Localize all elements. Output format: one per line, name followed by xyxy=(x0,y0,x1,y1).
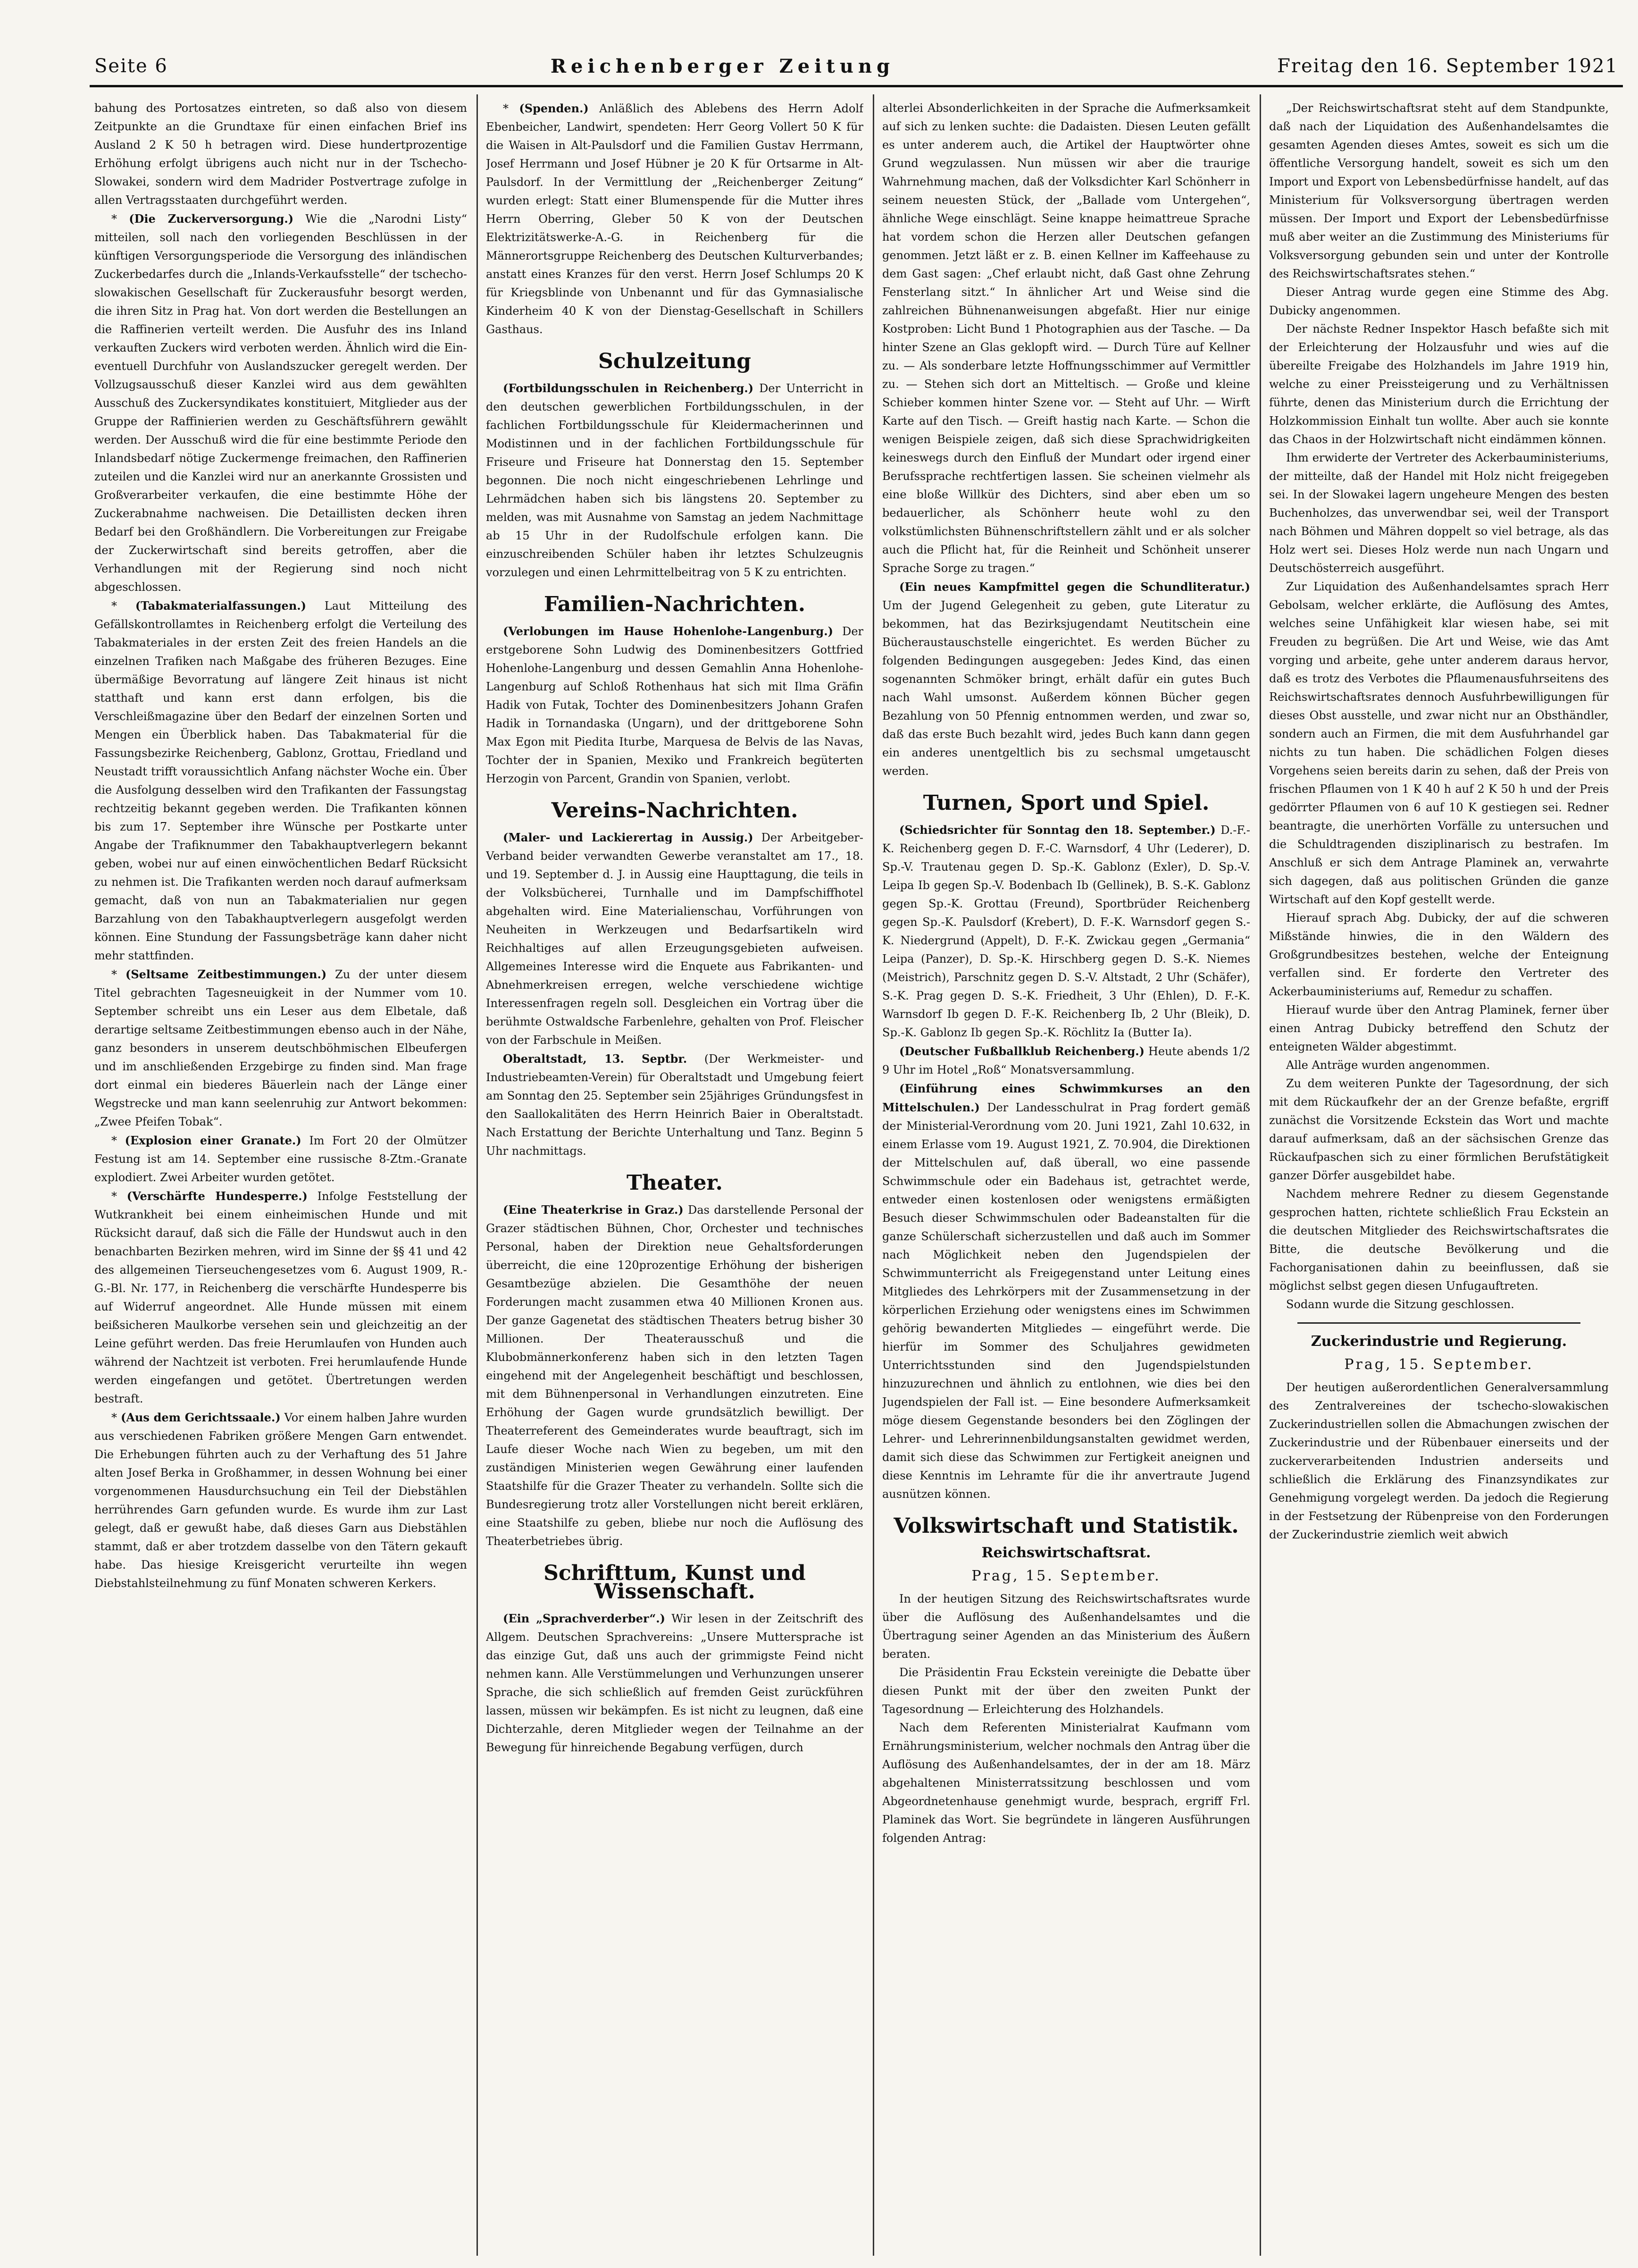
article-item: * (Verschärfte Hundesperre.) Infolge Feststellung der Wutkrankheit bei einem einheimischen Hunde und mit Rücksicht darauf, daß sich die Fälle der Hundswut auch in den benachbarten Bezirken mehren, wird im Sinne der §§ 41 und 42 des allgemeinen Tierseuchengesetzes vom 6. August 1909, R.-G.-Bl. Nr. 177, in Reichenberg die verschärfte Hundesperre bis auf Widerruf angeordnet. Alle Hunde müssen mit einem beißsicheren Maulkorbe versehen sein und gleichzeitig an der Leine geführt werden. Das freie Herumlaufen von Hunden auch während der Nachtzeit ist verboten. Frei herumlaufende Hunde werden eingefangen und getötet. Übertretungen werden bestraft. xyxy=(94,1189,467,1405)
dateline: Prag, 15. September. xyxy=(971,1568,1161,1584)
section-heading: Schrifttum, Kunst und Wissenschaft. xyxy=(543,1561,806,1604)
page-number: Seite 6 xyxy=(94,55,168,77)
column-2 xyxy=(486,99,863,2251)
section-heading: Volkswirtschaft und Statistik. xyxy=(894,1514,1239,1538)
article-text: Der heutigen außerordentlichen Generalversammlung des Zentralvereines der tschecho-slowakischen Zuckerindustriellen sollen die Abmachungen zwischen der Zuckerindustrie und der Rübenbauer einerseits und der zuckerverarbeitenden Industrien anderseits und schließlich die Erklärung des Finanzsyndikates zur Genehmigung vorgelegt werden. Da jedoch die Regierung in der Festsetzung der Rübenpreise von den Forderungen der Zuckerindustrie ziemlich weit abwich xyxy=(1269,1381,1609,1541)
article-item: (Einführung eines Schwimmkurses an den Mittelschulen.) Der Landesschulrat in Prag fordert gemäß der Ministerial-Verordnung vom 20. Juni 1921, Zahl 10.632, in einem Erlasse vom 19. August 1921, Z. 70.904, die Direktionen der Mittelschulen auf, daß überall, wo eine passende Schwimmschule oder ein Badehaus ist, getrachtet werde, entweder einen kostenlosen oder wenigstens ermäßigten Besuch dieser Schwimmschulen oder Badeanstalten für die ganze Schülerschaft sicherzustellen und daß auch im Sommer nach Möglichkeit neben den Jugendspielen der Schwimmunterricht als Freigegenstand unter Leitung eines Mitgliedes des Lehrkörpers mit der Zusammensetzung in der körperlichen Erziehung oder wenigstens eines im Schwimmen gehörig bewanderten Mitgliedes — eingeführt werde. Die hierfür im Sommer des Schuljahres gewidmeten Unterrichtsstunden sind den Jugendspielstunden hinzuzurechnen und ähnlich zu entlohnen, wie dies bei den Jugendspielen der Fall ist. — Eine besondere Aufmerksamkeit möge diesem Gegenstande besonders bei den Zöglingen der Lehrer- und Lehrerinnenbildungsanstalten gewidmet werden, damit sich diese das Schwimmen zur Fertigkeit aneignen und diese Kenntnis im Lehramte für die ihr anvertraute Jugend ausnützen können. xyxy=(882,1082,1250,1501)
article-item: * (Spenden.) Anläßlich des Ablebens des Herrn Adolf Ebenbeicher, Landwirt, spendeten: Herr Georg Vollert 50 K für die Waisen in Alt-Paulsdorf und die Familien Gustav Herrmann, Josef Herrmann und Josef Hübner je 20 K für Ortsarme in Alt-Paulsdorf. In der Vermittlung der „Reichenberger Zeitung“ wurden erlegt: Statt einer Blumenspende für die Mutter ihres Herrn Oberring, Gleber 50 K von der Deutschen Elektrizitätswerke-A.-G. in Reichenberg für die Männerortsgruppe Reichenberg des Deutschen Kulturverbandes; anstatt eines Kranzes für den verst. Herrn Josef Schlumps 20 K für Kriegsblinde von Unbenannt und für das Gymnasialische Kinderheim 40 K von der Dienstag-Gesellschaft in Schillers Gasthaus. xyxy=(486,101,863,336)
article-item: (Deutscher Fußballklub Reichenberg.) Heute abends 1/2 9 Uhr im Hotel „Roß“ Monatsversammlung. xyxy=(882,1044,1250,1076)
column-3 xyxy=(882,99,1250,2251)
article-text: Zu dem weiteren Punkte der Tagesordnung, der sich mit dem Rückaufkehr der an der Grenze befaßte, ergriff zunächst die Vorsitzende Eckstein das Wort und machte darauf aufmerksam, daß an der sächsischen Grenze das Rückaufpaschen sich zu einer förmlichen Berufstätigkeit ganzer Dörfer ausgebildet habe. xyxy=(1269,1077,1609,1182)
article-text: Nach dem Referenten Ministerialrat Kaufmann vom Ernährungsministerium, welcher nochmals den Antrag über die Auflösung des Außenhandelsamtes, der in der am 18. März abgehaltenen Ministerratssitzung beschlossen und vom Abgeordnetenhause genehmigt wurde, besprach, ergriff Frl. Plaminek das Wort. Sie begründete in längeren Ausführungen folgenden Antrag: xyxy=(882,1721,1250,1845)
article-item: * (Explosion einer Granate.) Im Fort 20 der Olmützer Festung ist am 14. September eine russische 8-Ztm.-Granate explodiert. Zwei Arbeiter wurden getötet. xyxy=(94,1134,467,1184)
column-1 xyxy=(94,99,467,2251)
article-item: (Ein neues Kampfmittel gegen die Schundliteratur.) Um der Jugend Gelegenheit zu geben, gute Literatur zu bekommen, hat das Bezirksjugendamt Neutitschein eine Bücheraustauschstelle eingerichtet. Es werden Bücher zu folgenden Bedingungen ausgegeben: Jedes Kind, das einen sogenannten Schmöker bringt, erhält dafür ein gutes Buch nach Wahl umsonst. Außerdem können Bücher gegen Bezahlung von 50 Pfennig entnommen werden, und zwar so, daß das erste Buch bezahlt wird, jedes Buch kann dann gegen ein anderes unentgeltlich bis zu sechsmal umgetauscht werden. xyxy=(882,580,1250,778)
article-item: Oberaltstadt, 13. Septbr. (Der Werkmeister- und Industriebeamten-Verein) für Oberaltstadt und Umgebung feiert am Sonntag den 25. September sein 25jähriges Gründungsfest in den Saallokalitäten des Herrn Heinrich Baier in Oberaltstadt. Nach Erstattung der Berichte Unterhaltung und Tanz. Beginn 5 Uhr nachmittags. xyxy=(486,1052,863,1158)
issue-date: Freitag den 16. September 1921 xyxy=(1277,55,1618,77)
article-text: In der heutigen Sitzung des Reichswirtschaftsrates wurde über die Auflösung des Außenhandelsamtes und die Übertragung seiner Agenden an das Ministerium des Äußern beraten. xyxy=(882,1592,1250,1661)
article-item: * (Die Zuckerversorgung.) Wie die „Narodni Listy“ mitteilen, soll nach den vorliegenden Beschlüssen in der künftigen Versorgungsperiode die Versorgung des inländischen Zuckerbedarfes durch die „Inlands-Verkaufsstelle“ der tschecho-slowakischen Gesellschaft für Zuckerausfuhr besorgt werden, die ihren Sitz in Prag hat. Von dort werden die Bestellungen an die Raffinerien verteilt werden. Die Ausfuhr des ins Inland verkauften Zuckers wird verboten werden. Ähnlich wird die Ein- eventuell Durchfuhr von Auslandszucker geregelt werden. Der Vollzugsausschuß dieser Kanzlei wird aus dem gewählten Ausschuß des Zuckersyndikates konstituiert, Mitglieder aus der Gruppe der Raffinierien werden zu Geschäftsführern gewählt werden. Der Ausschuß wird die für eine bestimmte Periode den Inlandsbedarf nötige Zuckermenge freimachen, den Raffinerien zuteilen und die Kanzlei wird nur an anerkannte Grossisten und Großverarbeiter verkaufen, die eine bestimmte Höhe der Zuckerabnahme nachweisen. Die Detaillisten decken ihren Bedarf bei den Großhändlern. Die Vorbereitungen zur Freigabe der Zuckerwirtschaft sind bereits getroffen, aber die Verhandlungen mit der Regierung sind noch nicht abgeschlossen. xyxy=(94,212,467,594)
article-text: alterlei Absonderlichkeiten in der Sprache die Aufmerksamkeit auf sich zu lenken suchte: die Dadaisten. Diesen Leuten gefällt es unter anderem auch, die Artikel der Hauptwörter ohne Grund wegzulassen. Nun müssen wir aber die traurige Wahrnehmung machen, daß der Volksdichter Karl Schönherr in seinem neuesten Stück, der „Ballade vom Untergehen“, ähnliche Wege einschlägt. Seine knappe heimattreue Sprache hat vordem schon die Herzen aller Deutschen gefangen genommen. Jetzt läßt er z. B. einen Kellner im Kaffeehause zu dem Gast sagen: „Chef erlaubt nicht, daß Gast ohne Zehrung Fensterlang sitzt.“ In ähnlicher Art und Weise sind die zahlreichen Bühnenanweisungen abgefaßt. Hier nur einige Kostproben: Licht Bund 1 Photographien aus der Tasche. — Da hinter Szene an Glas geklopft wird. — Durch Türe auf Kellner zu. — Als sonderbare letzte Hoffnungsschimmer auf Vermittler zu. — Stehen sich dort an Mitteltisch. — Große und kleine Schieber kommen hinter Szene vor. — Steht auf Uhr. — Wirft Karte auf den Tisch. — Greift hastig nach Karte. — Schon die wenigen Beispiele zeigen, daß sich diese Sprachwidrigkeiten keineswegs durch den Einfluß der Mundart oder irgend einer Berufssprache rechtfertigen lassen. Sie scheinen vielmehr als eine bloße Willkür des Dichters, sind aber eben um so bedauerlicher, als Schönherr heute wohl zu den volkstümlichsten Bühnenschriftstellern zählt und er als solcher auch die Pflicht hat, für die Reinheit und Schönheit unserer Sprache Sorge zu tragen.“ xyxy=(882,101,1250,575)
article-text: Dieser Antrag wurde gegen eine Stimme des Abg. Dubicky angenommen. xyxy=(1269,286,1609,317)
article-text: Sodann wurde die Sitzung geschlossen. xyxy=(1286,1298,1514,1311)
article-item: (Schiedsrichter für Sonntag den 18. September.) D.-F.-K. Reichenberg gegen D. F.-C. Warnsdorf, 4 Uhr (Lederer), D. Sp.-V. Trautenau gegen D. Sp.-K. Gablonz (Exler), D. Sp.-V. Leipa Ib gegen Sp.-V. Bodenbach Ib (Gellinek), B. S.-K. Gablonz gegen Sp.-K. Grottau (Freund), Sportbrüder Reichenberg gegen Sp.-K. Paulsdorf (Krebert), D. F.-K. Warnsdorf gegen S.-K. Niedergrund (Appelt), D. F.-K. Zwickau gegen „Germania“ Leipa (Panzer), D. Sp.-K. Hirschberg gegen D. S.-K. Niemes (Meistrich), Parschnitz gegen D. S.-V. Altstadt, 2 Uhr (Schäfer), S.-K. Prag gegen D. S.-K. Friedheit, 3 Uhr (Ehlen), D. F.-K. Warnsdorf Ib gegen D. F.-K. Reichenberg Ib, 2 Uhr (Bleik), D. Sp.-K. Gablonz Ib gegen Sp.-K. Röchlitz Ia (Butter Ia). xyxy=(882,823,1250,1039)
article-text: Nachdem mehrere Redner zu diesem Gegenstande gesprochen hatten, richtete schließlich Frau Eckstein an die deutschen Mitglieder des Reichswirtschaftsrates die Bitte, die deutsche Bevölkerung und die Fachorganisationen dahin zu beeinflussen, daß sie möglichst selbst gegen diesen Unfugauftreten. xyxy=(1269,1187,1609,1293)
article-text: Der nächste Redner Inspektor Hasch befaßte sich mit der Erleichterung der Holzausfuhr und wies auf die übereilte Freigabe des Holzhandels im Jahre 1919 hin, welche zu einer Preissteigerung und zu Verhältnissen führte, denen das Ministerium durch die Errichtung der Holzkommission Einhalt tun wollte. Aber auch sie konnte das Chaos in der Holzwirtschaft nicht eindämmen können. xyxy=(1269,322,1609,446)
column-divider xyxy=(1260,94,1261,2256)
subsection-heading: Reichswirtschaftsrat. xyxy=(981,1545,1151,1561)
masthead-rule xyxy=(90,85,1623,87)
section-heading: Zuckerindustrie und Regierung. xyxy=(1311,1333,1567,1350)
article-item: (Ein „Sprachverderber“.) Wir lesen in der Zeitschrift des Allgem. Deutschen Sprachvereins: „Unsere Muttersprache ist das einzige Gut, daß uns auch der grimmigste Feind nicht nehmen kann. Alle Verstümmelungen und Verhunzungen unserer Sprache, die sich schließlich auf fremden Geist zurückführen lassen, müssen wir bekämpfen. Es ist nicht zu leugnen, daß eine Dichterzahle, deren Mitglieder wegen der Teilnahme an der Bewegung für hinreichende Begabung verfügen, durch xyxy=(486,1612,863,1754)
article-item: (Fortbildungsschulen in Reichenberg.) Der Unterricht in den deutschen gewerblichen Fortbildungsschulen, in der fachlichen Fortbildungsschule für Kleidermacherinnen und Modistinnen und in der fachlichen Fortbildungsschule für Friseure und Friseure hat Donnerstag den 15. September begonnen. Die noch nicht eingeschriebenen Lehrlinge und Lehrmädchen haben sich bis längstens 20. September zu melden, was mit Ausnahme von Samstag an jedem Nachmittage ab 15 Uhr in der Rudolfschule erfolgen kann. Die einzuschreibenden Schüler haben ihr letztes Schulzeugnis vorzulegen und einen Lehrmittelbeitrag von 5 K zu entrichten. xyxy=(486,381,863,579)
dateline: Prag, 15. September. xyxy=(1344,1356,1534,1373)
newspaper-title: Reichenberger Zeitung xyxy=(550,55,895,77)
article-text: Alle Anträge wurden angenommen. xyxy=(1286,1058,1490,1072)
article-item: (Maler- und Lackierertag in Aussig.) Der Arbeitgeber-Verband beider verwandten Gewerbe veranstaltet am 17., 18. und 19. September d. J. in Aussig eine Haupttagung, die teils in der Volksbücherei, Turnhalle und im Dampfschiffhotel abgehalten wird. Eine Materialienschau, Vorführungen von Neuheiten in Werkzeugen und Bedarfsartikeln wird Reichhaltiges auf allen Erzeugungsgebieten aufweisen. Allgemeines Interesse wird die Enquete aus Fabrikanten- und Abnehmerkreisen erregen, welche verschiedene wichtige Interessenfragen regeln soll. Desgleichen ein Vortrag über die berühmte Ostwaldsche Farbenlehre, gehalten von Prof. Fleischer von der Farbschule in Meißen. xyxy=(486,831,863,1047)
article-text: bahung des Portosatzes eintreten, so daß also von diesem Zeitpunkte an die Grundtaxe für einen einfachen Brief ins Ausland 2 K 50 h betragen wird. Diese hundertprozentige Erhöhung erfolgt übrigens auch nicht nur in der Tschecho-Slowakei, sondern wird dem Madrider Postvertrage zufolge in allen Vertragsstaaten durchgeführt werden. xyxy=(94,101,467,207)
article-text: Hierauf sprach Abg. Dubicky, der auf die schweren Mißstände hinwies, die in den Wäldern des Großgrundbesitzes bestehen, welche der Enteignung verfallen sind. Er forderte den Vertreter des Ackerbauministeriums auf, Remedur zu schaffen. xyxy=(1269,911,1609,998)
article-item: (Eine Theaterkrise in Graz.) Das darstellende Personal der Grazer städtischen Bühnen, Chor, Orchester und technisches Personal, haben der Direktion neue Gehaltsforderungen überreicht, die eine 120prozentige Erhöhung der bisherigen Gesamtbezüge abzielen. Die Gesamthöhe der neuen Forderungen macht zusammen etwa 40 Millionen Kronen aus. Der ganze Gagenetat des städtischen Theaters betrug bisher 30 Millionen. Der Theaterausschuß und die Klubobmännerkonferenz haben sich in den letzten Tagen eingehend mit der Angelegenheit beschäftigt und beschlossen, mit dem Bühnenpersonal in Verhandlungen einzutreten. Eine Erhöhung der Gagen wurde grundsätzlich bewilligt. Der Theaterreferent des Gemeinderates wurde beauftragt, sich im Laufe dieser Woche nach Wien zu begeben, um mit den zuständigen Ministerien wegen Gewährung einer laufenden Staatshilfe für die Grazer Theater zu verhandeln. Sollte sich die Bundesregierung trotz aller Vorstellungen nicht bereit erklären, eine Staatshilfe zu geben, bliebe nur noch die Auflösung des Theaterbetriebes übrig. xyxy=(486,1203,863,1548)
article-text: Zur Liquidation des Außenhandelsamtes sprach Herr Gebolsam, welcher erklärte, die Auflösung des Amtes, welches seine Unfähigkeit klar wiesen habe, sei mit Freuden zu begrüßen. Die Art und Weise, wie das Amt vorging und arbeite, gehe unter anderem daraus hervor, daß es trotz des Verbotes die Pflaumenausfuhrseitens des Reichswirtschaftsrates dennoch Ausfuhrbewilligungen für dieses Obst ausstelle, und zwar nicht nur an Obsthändler, sondern auch an Firmen, die mit dem Ausfuhrhandel gar nichts zu tun haben. Die schädlichen Folgen dieses Vorgehens seien bereits darin zu sehen, daß der Preis von frischen Pflaumen von 1 K 40 h auf 2 K 50 h und der Preis gedörrter Pflaumen von 6 auf 10 K gestiegen sei. Redner beantragte, die unerhörten Vorfälle zu untersuchen und die Schuldtragenden disziplinarisch zu bestrafen. Im Anschluß er sich dem Antrage Plaminek an, verwahrte sich dagegen, daß aus politischen Gründen die ganze Wirtschaft auf den Kopf gestellt werde. xyxy=(1269,580,1609,906)
column-4 xyxy=(1269,99,1609,2251)
section-rule xyxy=(1297,1322,1580,1324)
article-item: * (Seltsame Zeitbestimmungen.) Zu der unter diesem Titel gebrachten Tagesneuigkeit in der Nummer vom 10. September schreibt uns ein Leser aus dem Elbetale, daß derartige seltsame Zeitbestimmungen ebenso auch in der Nähe, ganz besonders in unserem deutschböhmischen Elbeufergen und im anschließenden Erzgebirge zu finden sind. Man frage dort einmal ein biederes Bäuerlein nach der Länge einer Wegstrecke und man kann seelenruhig zur Antwort bekommen: „Zwee Pfeifen Tobak“. xyxy=(94,967,467,1128)
section-heading: Familien-Nachrichten. xyxy=(543,592,806,616)
section-heading: Vereins-Nachrichten. xyxy=(551,798,798,823)
article-text: Hierauf wurde über den Antrag Plaminek, ferner über einen Antrag Dubicky betreffend den Schutz der enteigneten Wälder abgestimmt. xyxy=(1269,1003,1609,1053)
section-heading: Schulzeitung xyxy=(598,349,752,373)
section-heading: Theater. xyxy=(626,1171,723,1195)
section-heading: Turnen, Sport und Spiel. xyxy=(923,791,1210,815)
article-text: Ihm erwiderte der Vertreter des Ackerbauministeriums, der mitteilte, daß der Handel mit Holz nicht freigegeben sei. In der Slowakei lagern ungeheure Mengen des besten Buchenholzes, das unverwendbar sei, weil der Transport nach Böhmen und Mähren doppelt so viel betrage, als das Holz wert sei. Dieses Holz werde nun nach Ungarn und Deutschösterreich ausgeführt. xyxy=(1269,451,1609,575)
column-divider xyxy=(873,94,874,2256)
article-text: Die Präsidentin Frau Eckstein vereinigte die Debatte über diesen Punkt mit der über den zweiten Punkt der Tagesordnung — Erleichterung des Holzhandels. xyxy=(882,1666,1250,1716)
article-text: „Der Reichswirtschaftsrat steht auf dem Standpunkte, daß nach der Liquidation des Außenhandelsamtes die gesamten Agenden dieses Amtes, soweit es sich um die öffentliche Versorgung handelt, soweit es sich um den Import und Export von Lebensbedürfnisse handelt, auf das Ministerium für Volksversorgung übertragen werden müssen. Der Import und Export der Lebensbedürfnisse muß aber weiter an die Zustimmung des Ministeriums für Volksversorgung gebunden sein und unter der Kontrolle des Reichswirtschaftsrates stehen.“ xyxy=(1269,101,1609,280)
article-item: * (Aus dem Gerichtssaale.) Vor einem halben Jahre wurden aus verschiedenen Fabriken größere Mengen Garn entwendet. Die Erhebungen führten auch zu der Verhaftung des 51 Jahre alten Josef Berka in Großhammer, in dessen Wohnung bei einer vorgenommenen Hausdurchsuchung ein Teil der Diebstählen herrührendes Garn gefunden wurde. Es wurde ihm zur Last gelegt, daß er gewußt habe, daß dieses Garn aus Diebstählen stammt, daß er aber trotzdem dasselbe von den Tätern gekauft habe. Das hiesige Kreisgericht verurteilte ihn wegen Diebstahlsteilnehmung zu fünf Monaten schweren Kerkers. xyxy=(94,1411,467,1590)
article-item: * (Tabakmaterialfassungen.) Laut Mitteilung des Gefällskontrollamtes in Reichenberg erfolgt die Verteilung des Tabakmateriales in der ersten Zeit des freien Handels an die einzelnen Trafiken nach Maßgabe des früheren Bezuges. Eine übermäßige Bevorratung auf längere Zeit hinaus ist nicht statthaft und kann erst dann erfolgen, bis die Verschleißmagazine über den Bedarf der einzelnen Sorten und Mengen ein Überblick haben. Das Tabakmaterial für die Fassungsbezirke Reichenberg, Gablonz, Grottau, Friedland und Neustadt trifft voraussichtlich Anfang nächster Woche ein. Über die Ausfolgung desselben wird den Trafikanten der Fassungstag rechtzeitig bekannt gegeben werden. Die Trafikanten können bis zum 17. September ihre Wünsche per Postkarte unter Angabe der Trafiknummer den Tabakhauptverlegern bekannt geben, wobei nur auf einen einwöchentlichen Bedarf Rücksicht zu nehmen ist. Die Trafikanten werden noch darauf aufmerksam gemacht, daß von nun an Tabakmaterialien nur gegen Barzahlung von den Tabakhauptverlegern ausgefolgt werden können. Eine Stundung der Fassungsbeträge kann daher nicht mehr stattfinden. xyxy=(94,599,467,962)
masthead xyxy=(94,52,1618,80)
column-divider xyxy=(476,94,478,2256)
article-item: (Verlobungen im Hause Hohenlohe-Langenburg.) Der erstgeborene Sohn Ludwig des Dominenbesitzers Gottfried Hohenlohe-Langenburg und dessen Gemahlin Anna Hohenlohe-Langenburg auf Schloß Rothenhaus hat sich mit Ilma Gräfin Hadik von Futak, Tochter des Dominenbesitzers Johann Grafen Hadik in Tornandaska (Ungarn), und der drittgeborene Sohn Max Egon mit Piedita Iturbe, Marquesa de Belvis de las Navas, Tochter der in Spanien, Mexiko und Frankreich begüterten Herzogin von Parcent, Grandin von Spanien, verlobt. xyxy=(486,624,863,785)
